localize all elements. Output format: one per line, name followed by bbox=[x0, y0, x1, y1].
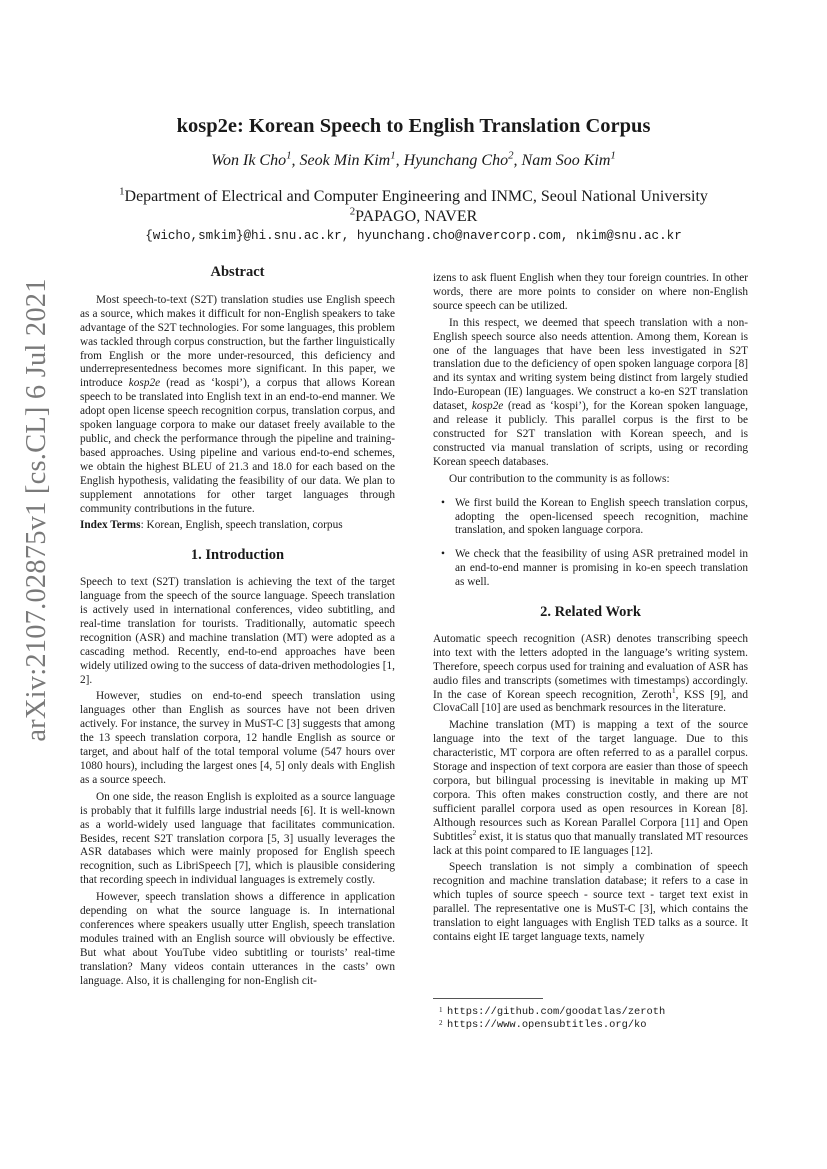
bullet-icon: • bbox=[441, 548, 445, 561]
paragraph: However, studies on end-to-end speech translation using languages other than English as sources have not been driven actively. For instance, the survey in MuST-C [3] suggests that among the 13 speech translation corpora, 12 handle English as source or target, and about half of the total temporal volume (547 hours over 1080 hours), including the largest ones [4, 5] only deals with English as a source speech. bbox=[80, 690, 395, 786]
contribution-list bbox=[433, 497, 748, 590]
footnote: 1 https://github.com/goodatlas/zeroth bbox=[439, 1006, 666, 1018]
section-heading-related-work: 2. Related Work bbox=[540, 604, 641, 621]
footnote-link[interactable]: https://www.opensubtitles.org/ko bbox=[447, 1019, 647, 1031]
author-mark: 1 bbox=[286, 149, 292, 162]
author-list: Won Ik Cho$^1$, Seok Min Kim$^1$, Hyunchang Cho$^2$, Nam Soo Kim$^1$ bbox=[211, 149, 616, 169]
paragraph: Speech to text (S2T) translation is achieving the text of the target language from the speech of the source language. Speech translation is actively used in international conferences, video subtitling, and real-time translation for tourists. Traditionally, automatic speech recognition (ASR) and machine translation (MT) were adopted as a cascading method. Recently, end-to-end approaches have been widely utilized owing to the success of data-driven methodologies [1, 2]. bbox=[80, 576, 395, 686]
author-mark: 1 bbox=[390, 149, 396, 162]
arxiv-stamp bbox=[14, 278, 60, 742]
right-column bbox=[433, 272, 748, 948]
affiliations bbox=[0, 187, 827, 227]
paragraph: Machine translation (MT) is mapping a text of the source language into the text of the target language. Due to this characteristic, MT corpora are often referred to as a parallel corpus. Storage and inspection of text corpora are easier than those of speech corpora, but bilingual processing is inevitable in making up MT corpora. This often makes construction costly, and there are not sufficient parallel corpora used as open resources in Korean [8]. Although resources such as Korean Parallel Corpora [11] and Open Subtitles$^2$ exist, it is status quo that manually translated MT resources lack at this point compared to IE languages [12]. bbox=[433, 719, 748, 857]
author-name: Won Ik Cho bbox=[211, 152, 287, 169]
footnote: 2 https://www.opensubtitles.org/ko bbox=[439, 1019, 647, 1031]
left-column bbox=[80, 266, 395, 992]
paragraph: Speech translation is not simply a combination of speech recognition and machine translation database; it refers to a case in which tuples of source speech - source text - target text exist in parallel. The representative one is MuST-C [3], which contains the translation to eight languages with English TED talks as a source. It contains eight IE target language texts, namely bbox=[433, 861, 748, 943]
affiliation-text: Department of Electrical and Computer Engineering and INMC, Seoul National University bbox=[124, 188, 708, 205]
author-name: Seok Min Kim bbox=[299, 152, 391, 169]
footnote-rule bbox=[433, 998, 543, 999]
footnotes bbox=[433, 1006, 748, 1032]
paragraph: izens to ask fluent English when they tour foreign countries. In other words, there are more points to consider on where non-English source speech can be utilized. bbox=[433, 272, 748, 312]
author-emails: {wicho,smkim}@hi.snu.ac.kr, hyunchang.cho@navercorp.com, nkim@snu.ac.kr bbox=[145, 229, 682, 243]
abstract-body: Most speech-to-text (S2T) translation studies use English speech as a source, which makes it difficult for non-English speakers to take advantage of the S2T technologies. For some languages, this problem was tackled through corpus construction, but the farther linguistically from English or the more under-resourced, this deficiency and underrepresentedness becomes more significant. In this paper, we introduce kosp2e (read as ‘kospi’), a corpus that allows Korean speech to be translated into English text in an end-to-end manner. We adopt open license speech recognition corpus, translation corpus, and spoken language corpora to make our dataset freely available to the public, and check the performance through the pipeline and training-based approaches. Using pipeline and various end-to-end schemes, we obtain the highest BLEU of 21.3 and 18.0 for each based on the English hypothesis, validating the feasibility of our data. We plan to supplement annotations for other target languages through community contributions in the future. bbox=[80, 293, 395, 515]
paragraph: In this respect, we deemed that speech translation with a non-English speech source also needs attention. Among them, Korean is one of the languages that have been less investigated in S2T translation due to the deficiency of open spoken language corpora [8] and its syntax and writing system being distinct from largely studied Indo-European (IE) languages. We construct a ko-en S2T translation dataset, kosp2e (read as ‘kospi’), for the Korean spoken language, and release it publicly. This parallel corpus is the first to be constructed for S2T translation with Korean speech, and is constructed via manual translation of scripts, using or recording Korean speech databases. bbox=[433, 316, 748, 468]
author-name: Hyunchang Cho bbox=[403, 152, 509, 169]
affiliation-mark: 2 bbox=[349, 205, 356, 218]
arxiv-stamp-text: arXiv:2107.02875v1 [cs.CL] 6 Jul 2021 bbox=[21, 278, 52, 742]
abstract-heading: Abstract bbox=[210, 264, 265, 280]
list-item: • We check that the feasibility of using ASR pretrained model in an end-to-end manner is promising in ko-en speech translation as well. bbox=[441, 548, 748, 589]
paper-title: kosp2e: Korean Speech to English Translation Corpus bbox=[176, 115, 651, 137]
footnote-link[interactable]: https://github.com/goodatlas/zeroth bbox=[447, 1006, 666, 1018]
affiliation-text: PAPAGO, NAVER bbox=[355, 208, 478, 225]
author-mark: 1 bbox=[610, 149, 616, 162]
list-item: • We first build the Korean to English speech translation corpus, adopting the open-licensed speech recognition, machine translation, and spoken language corpora. bbox=[441, 496, 748, 537]
section-heading-introduction: 1. Introduction bbox=[190, 547, 285, 564]
paragraph: Our contribution to the community is as follows: bbox=[449, 472, 670, 485]
paragraph: However, speech translation shows a difference in application depending on what the source language is. In international conferences where speakers usually utter English, speech translation modules trained with an English source will obviously be effective. But what about YouTube video subtitling or tourists’ real-time translation? Many videos contain utterances in the casts’ own language. Also, it is challenging for non-English cit- bbox=[80, 891, 395, 987]
author-mark: 2 bbox=[508, 149, 514, 162]
paragraph: Automatic speech recognition (ASR) denotes transcribing speech into text with the letters adopted in the language’s writing system. Therefore, speech corpus used for training and evaluation of ASR has audio files and transcripts (sometimes with timestamps) accordingly. In the case of Korean speech recognition, Zeroth$^1$, KSS [9], and ClovaCall [10] are used as benchmark resources in the literature. bbox=[433, 632, 748, 715]
index-terms: Index Terms: Korean, English, speech translation, corpus bbox=[80, 519, 343, 532]
affiliation-mark: 1 bbox=[119, 185, 125, 198]
bullet-icon: • bbox=[441, 496, 445, 509]
author-name: Nam Soo Kim bbox=[521, 152, 611, 169]
paragraph: On one side, the reason English is exploited as a source language is probably that it fulfills large industrial needs [6]. It is well-known as a world-widely used language that facilitates communication. Besides, recent S2T translation corpora [5, 3] usually leverages the ASR databases which were mainly proposed for English speech recognition, such as LibriSpeech [7], which is plausible considering that recording speech in individual languages is extremely costly. bbox=[80, 790, 395, 887]
